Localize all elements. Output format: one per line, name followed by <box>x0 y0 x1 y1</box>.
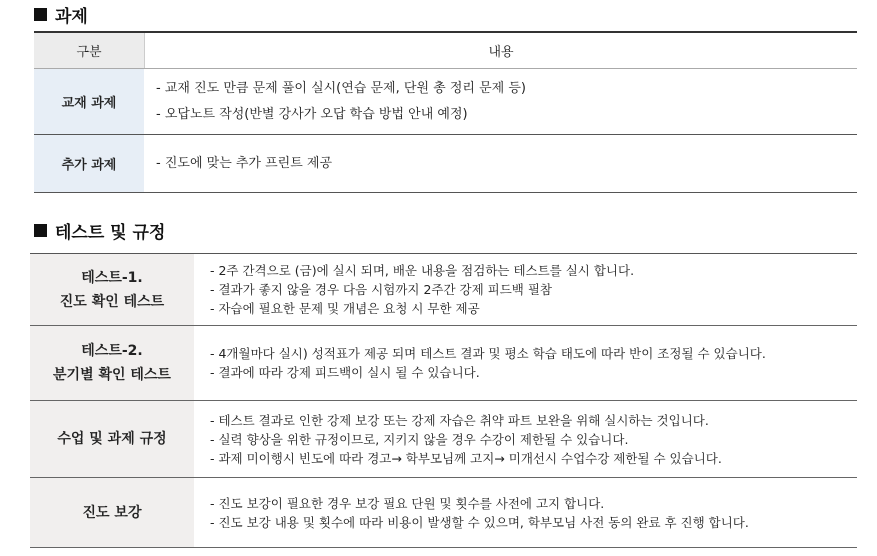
row-category <box>30 326 194 400</box>
table-row <box>34 69 857 135</box>
header-category: 구분 <box>34 33 144 68</box>
content-line: - 진도에 맞는 추가 프린트 제공 <box>156 155 333 171</box>
content-line: - 과제 미이행시 빈도에 따라 경고→ 학부모님께 고지→ 미개선시 수업수강 제한될 수 있습니다. <box>210 450 722 466</box>
content-line: - 교재 진도 만큼 문제 풀이 실시(연습 문제, 단원 총 정리 문제 등) <box>156 80 526 96</box>
section-title-text: 과제 <box>55 7 88 27</box>
tests-rules-table <box>30 253 857 548</box>
row-content <box>194 401 857 477</box>
content-line: - 진도 보강 내용 및 횟수에 따라 비용이 발생할 수 있으며, 학부모님 사전 동의 완료 후 진행 합니다. <box>210 514 749 530</box>
content-line: - 결과에 따라 강제 피드백이 실시 될 수 있습니다. <box>210 365 480 380</box>
row-content <box>194 254 857 325</box>
row-content <box>144 135 857 192</box>
row-content <box>194 326 857 400</box>
table-row <box>30 478 857 548</box>
section-title-tests <box>34 218 165 243</box>
row-category: 추가 과제 <box>34 135 144 192</box>
content-line: - 4개월마다 실시) 성적표가 제공 되며 테스트 결과 및 평소 학습 태도에 따라 반이 조정될 수 있습니다. <box>210 346 766 361</box>
category-line: 분기별 확인 테스트 <box>53 367 171 383</box>
row-content <box>194 478 857 547</box>
content-line: - 자습에 필요한 문제 및 개념은 요청 시 무한 제공 <box>210 301 480 316</box>
row-category <box>30 254 194 325</box>
content-line: - 오답노트 작성(반별 강사가 오답 학습 방법 안내 예정) <box>156 106 468 122</box>
content-line: - 테스트 결과로 인한 강제 보강 또는 강제 자습은 취약 파트 보완을 위해 실시하는 것입니다. <box>210 412 709 428</box>
category-line: 진도 확인 테스트 <box>59 293 165 310</box>
content-line: - 진도 보강이 필요한 경우 보강 필요 단원 및 횟수를 사전에 고지 합니다. <box>210 495 605 511</box>
category-line: 테스트-1. <box>81 269 143 286</box>
table-row <box>30 401 857 478</box>
content-line: - 실력 향상을 위한 규정이므로, 지키지 않을 경우 수강이 제한될 수 있습니다. <box>210 431 629 447</box>
table-row <box>30 326 857 401</box>
category-line: 진도 보강 <box>82 504 142 521</box>
square-bullet-icon <box>34 224 47 237</box>
row-category <box>30 401 194 477</box>
section-title-text: 테스트 및 규정 <box>55 223 166 243</box>
section-title-assignments <box>34 2 88 27</box>
category-line: 수업 및 과제 규정 <box>57 431 167 447</box>
row-category: 교재 과제 <box>34 69 144 134</box>
row-content <box>144 69 857 134</box>
category-line: 테스트-2. <box>81 343 143 359</box>
header-content: 내용 <box>144 33 857 68</box>
content-line: - 2주 간격으로 (금)에 실시 되며, 배운 내용을 점검하는 테스트를 실시 합니다. <box>210 263 635 278</box>
table-row <box>34 135 857 193</box>
table-row <box>30 254 857 326</box>
content-line: - 결과가 좋지 않을 경우 다음 시험까지 2주간 강제 피드백 필참 <box>210 282 552 297</box>
assignments-table <box>34 31 857 193</box>
table-header <box>34 31 857 69</box>
square-bullet-icon <box>34 8 47 21</box>
row-category <box>30 478 194 547</box>
